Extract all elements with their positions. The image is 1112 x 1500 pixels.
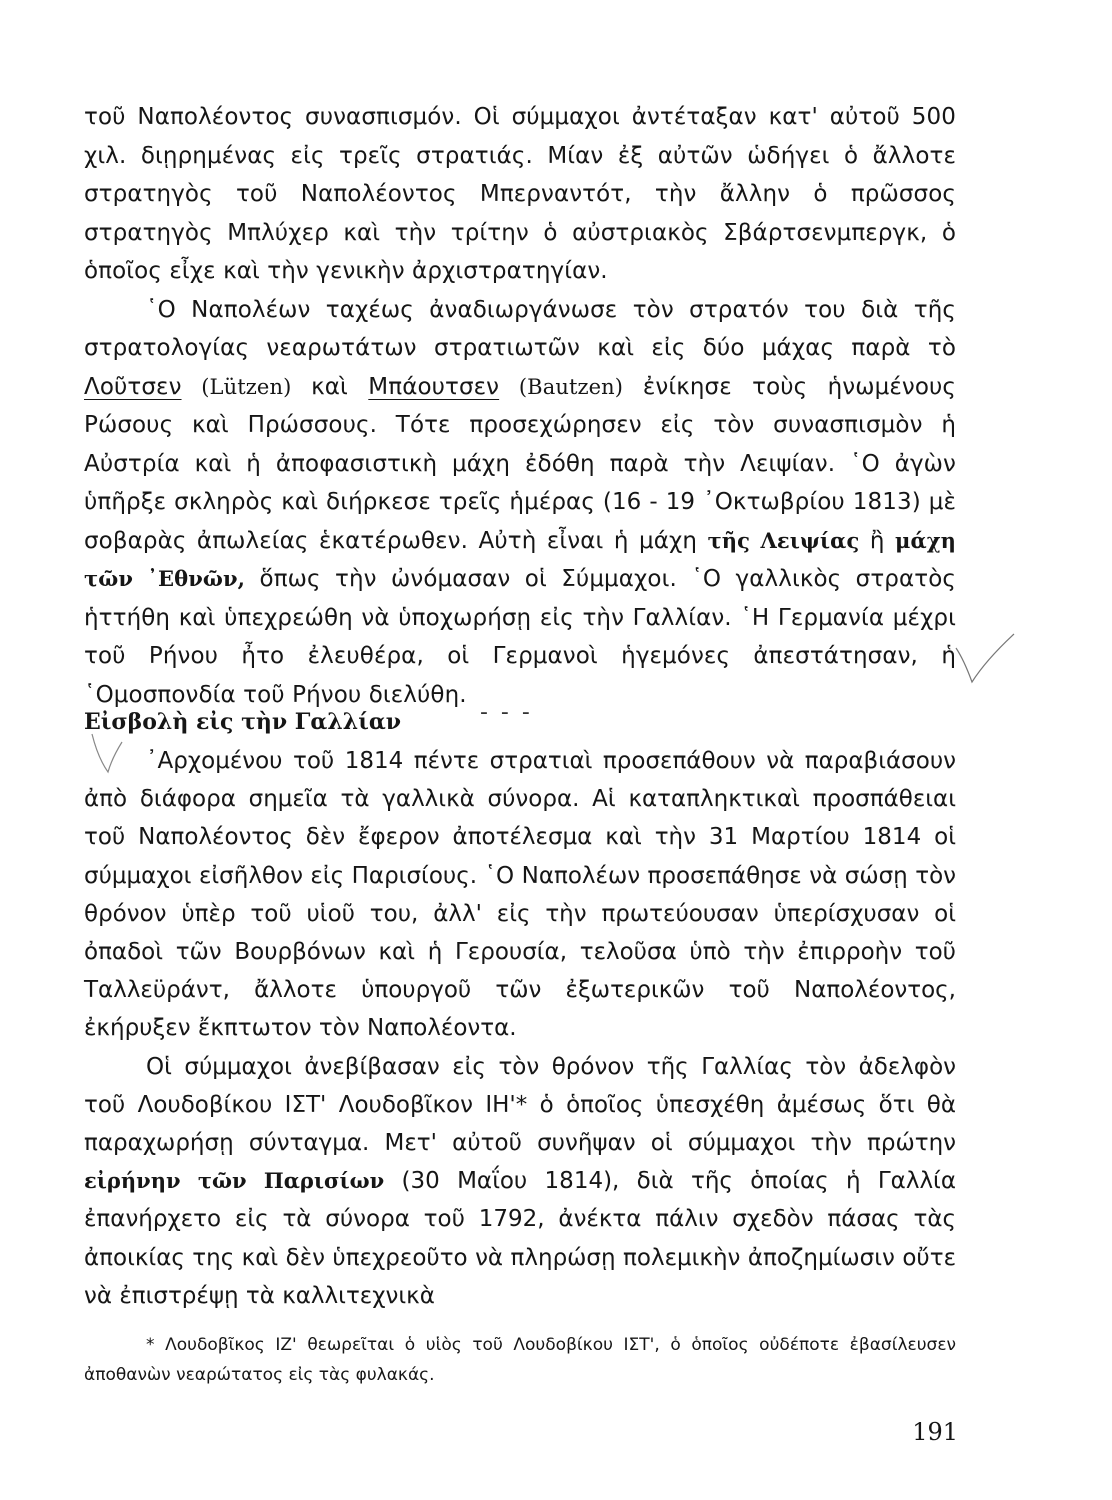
paragraph-4-text-b: (30 Μαΐου 1814), διὰ τῆς ὁποίας ἡ Γαλλία ἐπανήρχετο εἰς τὰ σύνορα τοῦ 1792, ἀνέκτα πάλιν σχεδὸν πάσας τὰς ἀποικίας της καὶ δὲν ὑπεχρεοῦτο νὰ πληρώσῃ πολεμικὴν ἀποζημίωσιν οὔτε νὰ ἐπιστρέψῃ τὰ καλλιτεχνικὰ [84, 1168, 956, 1309]
paragraph-1: τοῦ Ναπολέοντος συνασπισμόν. Οἱ σύμμαχοι ἀντέταξαν κατ' αὐτοῦ 500 χιλ. διῃρημένας εἰς τρεῖς στρατιάς. Μίαν ἐξ αὐτῶν ὡδήγει ὁ ἄλλοτε στρατηγὸς τοῦ Ναπολέοντος Μπερναντότ, τὴν ἄλλην ὁ πρῶσσος στρατηγὸς Μπλύχερ καὶ τὴν τρίτην ὁ αὐστριακὸς Σβάρτσενμπεργκ, ὁ ὁποῖος εἶχε καὶ τὴν γενικὴν ἀρχιστρατηγίαν. [84, 104, 956, 284]
handwritten-dash-mark: - - - [480, 700, 533, 725]
paragraph-2-text-a: ῾Ο Ναπολέων ταχέως ἀναδιωργάνωσε τὸν στρατόν του διὰ τῆς στρατολογίας νεαρωτάτων στρατιωτῶν καὶ εἰς δύο μάχας παρὰ τὸ [84, 296, 956, 361]
bautzen-latin: (Bautzen) [499, 374, 643, 399]
bautzen-greek: Μπάουτσεν [368, 373, 500, 400]
paragraph-2 [84, 291, 956, 715]
section-heading: Εἰσβολὴ εἰς τὴν Γαλλίαν [84, 709, 402, 735]
bold-peace-of-paris: εἰρήνην τῶν Παρισίων [84, 1168, 385, 1194]
lutzen-latin: (Lützen) [181, 374, 312, 399]
paragraph-2-text-b: ἐνίκησε τοὺς ἡνωμένους Ρώσους καὶ Πρώσσους. Τότε προσεχώρησεν εἰς τὸν συνασπισμὸν ἡ Αὐστρία καὶ ἡ ἀποφασιστικὴ μάχη ἐδόθη παρὰ τὴν Λειψίαν. ῾Ο ἀγὼν ὑπῆρξε σκληρὸς καὶ διήρκεσε τρεῖς ἡμέρας (16 - 19 ᾿Οκτωβρίου 1813) μὲ σοβαρὰς ἀπωλείας ἑκατέρωθεν. Αὐτὴ εἶναι ἡ μάχη [84, 373, 956, 554]
and-word: καὶ [311, 373, 369, 400]
paragraph-2-text-c: ἢ [859, 527, 895, 554]
footnote [84, 1330, 956, 1390]
bold-battle-of-nations: μάχη τῶν ᾿Εθνῶν, [84, 527, 957, 591]
pencil-check-mark-right [952, 630, 1022, 690]
footnote-text: * Λουδοβῖκος ΙΖ' θεωρεῖται ὁ υἱὸς τοῦ Λουδοβίκου ΙΣΤ', ὁ ὁποῖος οὐδέποτε ἐβασίλευσεν ἀποθανὼν νεαρώτατος εἰς τὰς φυλακάς. [84, 1335, 956, 1385]
paragraph-3: ᾿Αρχομένου τοῦ 1814 πέντε στρατιαὶ προσεπάθουν νὰ παραβιάσουν ἀπὸ διάφορα σημεῖα τὰ γαλλικὰ σύνορα. Αἱ καταπληκτικαὶ προσπάθειαι τοῦ Ναπολέοντος δὲν ἔφερον ἀποτέλεσμα καὶ τὴν 31 Μαρτίου 1814 οἱ σύμμαχοι εἰσῆλθον εἰς Παρισίους. ῾Ο Ναπολέων προσεπάθησε νὰ σώσῃ τὸν θρόνον ὑπὲρ τοῦ υἱοῦ του, ἀλλ' εἰς τὴν πρωτεύουσαν ὑπερίσχυσαν οἱ ὀπαδοὶ τῶν Βουρβόνων καὶ ἡ Γερουσία, τελοῦσα ὑπὸ τὴν ἐπιρροὴν τοῦ Ταλλεϋράντ, ἄλλοτε ὑπουργοῦ τῶν ἐξωτερικῶν τοῦ Ναπολέοντος, ἐκήρυξεν ἔκπτωτον τὸν Ναπολέοντα. [84, 748, 956, 1042]
page-number: 191 [912, 1418, 958, 1446]
body-text-top [84, 98, 956, 714]
paragraph-2-text-d: ὅπως τὴν ὠνόμασαν οἱ Σύμμαχοι. ῾Ο γαλλικὸς στρατὸς ἡττήθη καὶ ὑπεχρεώθη νὰ ὑποχωρήσῃ εἰς τὴν Γαλλίαν. ῾Η Γερμανία μέχρι τοῦ Ρήνου ἦτο ἐλευθέρα, οἱ Γερμανοὶ ἡγεμόνες ἀπεστάτησαν, ἡ ῾Ομοσπονδία τοῦ Ρήνου διελύθη. [84, 566, 956, 708]
body-text-bottom [84, 742, 956, 1315]
bold-leipzig: τῆς Λειψίας [707, 527, 860, 553]
paragraph-4-text-a: Οἱ σύμμαχοι ἀνεβίβασαν εἰς τὸν θρόνον τῆς Γαλλίας τὸν ἀδελφὸν τοῦ Λουδοβίκου ΙΣΤ' Λουδοβῖκον ΙΗ'* ὁ ὁποῖος ὑπεσχέθη ἀμέσως ὅτι θὰ παραχωρήσῃ σύνταγμα. Μετ' αὐτοῦ συνῆψαν οἱ σύμμαχοι τὴν πρώτην [84, 1053, 956, 1157]
lutzen-greek: Λοῦτσεν [84, 373, 182, 400]
paragraph-4 [84, 1048, 956, 1315]
pencil-check-mark-left [88, 728, 128, 778]
